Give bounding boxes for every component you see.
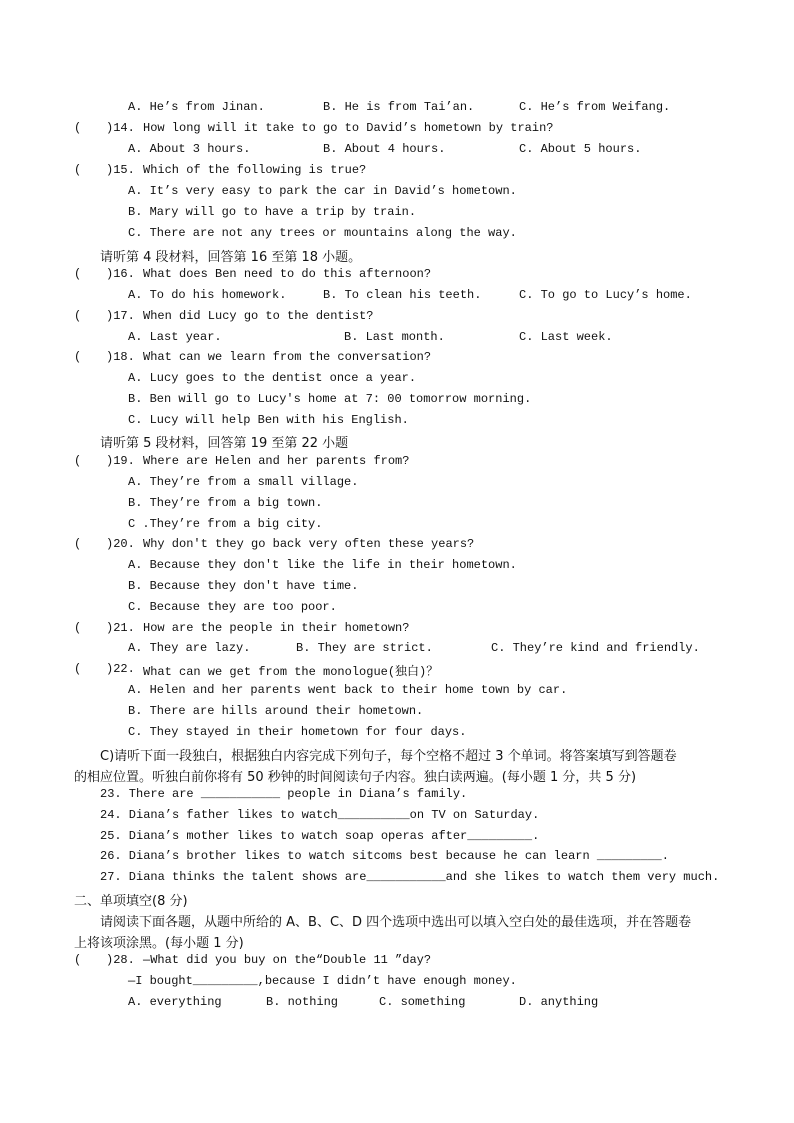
- q17-option-b: B. Last month.: [344, 330, 445, 344]
- q21-option-b: B. They are strict.: [296, 641, 433, 655]
- q15-number: )15.: [106, 163, 135, 177]
- answer-paren: (: [74, 350, 82, 364]
- fill-blank-24: 24. Diana’s father likes to watch__________on TV on Saturday.: [100, 808, 540, 822]
- fill-blank-26: 26. Diana’s brother likes to watch sitcoms best because he can learn _________.: [100, 849, 669, 863]
- fill-blank-25: 25. Diana’s mother likes to watch soap operas after_________.: [100, 829, 540, 843]
- q19-option-c: C .They’re from a big city.: [128, 517, 323, 531]
- q20-option-a: A. Because they don't like the life in their hometown.: [128, 558, 517, 572]
- q15-option-a: A. It’s very easy to park the car in David’s hometown.: [128, 184, 517, 198]
- q15-stem: Which of the following is true?: [143, 163, 367, 177]
- answer-paren: (: [74, 953, 82, 967]
- listening-instruction-4: 请听第 4 段材料，回答第 16 至第 18 小题。: [100, 250, 362, 265]
- answer-paren: (: [74, 537, 82, 551]
- q13-option-b: B. He is from Tai’an.: [323, 100, 475, 114]
- q28-option-a: A. everything: [128, 995, 222, 1009]
- q18-option-c: C. Lucy will help Ben with his English.: [128, 413, 409, 427]
- q15-option-b: B. Mary will go to have a trip by train.: [128, 205, 417, 219]
- q21-option-c: C. They’re kind and friendly.: [491, 641, 700, 655]
- q22-option-c: C. They stayed in their hometown for four days.: [128, 725, 467, 739]
- q21-number: )21.: [106, 621, 135, 635]
- q19-number: )19.: [106, 454, 135, 468]
- fill-blank-27: 27. Diana thinks the talent shows are___________and she likes to watch them very much.: [100, 870, 720, 884]
- q28-option-c: C. something: [379, 995, 466, 1009]
- section-c-instruction-line1: C)请听下面一段独白，根据独白内容完成下列句子，每个空格不超过 3 个单词。将答案填写到答题卷: [100, 749, 677, 764]
- q22-option-a: A. Helen and her parents went back to their home town by car.: [128, 683, 568, 697]
- q22-option-b: B. There are hills around their hometown.: [128, 704, 424, 718]
- q17-option-c: C. Last week.: [519, 330, 613, 344]
- listening-instruction-5: 请听第 5 段材料，回答第 19 至第 22 小题: [100, 436, 349, 451]
- q18-option-a: A. Lucy goes to the dentist once a year.: [128, 371, 417, 385]
- q14-stem: How long will it take to go to David’s hometown by train?: [143, 121, 554, 135]
- q19-stem: Where are Helen and her parents from?: [143, 454, 410, 468]
- answer-paren: (: [74, 163, 82, 177]
- answer-paren: (: [74, 121, 82, 135]
- q14-option-a: A. About 3 hours.: [128, 142, 251, 156]
- answer-paren: (: [74, 454, 82, 468]
- q16-option-a: A. To do his homework.: [128, 288, 287, 302]
- q15-option-c: C. There are not any trees or mountains along the way.: [128, 226, 517, 240]
- q13-option-c: C. He’s from Weifang.: [519, 100, 671, 114]
- q16-number: )16.: [106, 267, 135, 281]
- q22-stem: What can we get from the monologue(独白)？: [143, 665, 439, 679]
- q20-option-b: B. Because they don't have time.: [128, 579, 359, 593]
- q28-option-b: B. nothing: [266, 995, 339, 1009]
- q20-option-c: C. Because they are too poor.: [128, 600, 337, 614]
- answer-paren: (: [74, 309, 82, 323]
- q28-option-d: D. anything: [519, 995, 599, 1009]
- q28-reply: —I bought_________,because I didn’t have enough money.: [128, 974, 517, 988]
- q14-option-c: C. About 5 hours.: [519, 142, 642, 156]
- answer-paren: (: [74, 662, 82, 676]
- q19-option-a: A. They’re from a small village.: [128, 475, 359, 489]
- q21-stem: How are the people in their hometown?: [143, 621, 410, 635]
- q18-number: )18.: [106, 350, 135, 364]
- q16-stem: What does Ben need to do this afternoon?: [143, 267, 432, 281]
- q13-option-a: A. He’s from Jinan.: [128, 100, 265, 114]
- answer-paren: (: [74, 621, 82, 635]
- part2-instruction-line2: 上将该项涂黑。(每小题 1 分): [74, 936, 244, 951]
- q28-number: )28.: [106, 953, 135, 967]
- q20-stem: Why don't they go back very often these years?: [143, 537, 475, 551]
- q22-number: )22.: [106, 662, 135, 676]
- q14-number: )14.: [106, 121, 135, 135]
- q14-option-b: B. About 4 hours.: [323, 142, 446, 156]
- q16-option-b: B. To clean his teeth.: [323, 288, 482, 302]
- q19-option-b: B. They’re from a big town.: [128, 496, 323, 510]
- q17-number: )17.: [106, 309, 135, 323]
- q18-option-b: B. Ben will go to Lucy's home at 7: 00 tomorrow morning.: [128, 392, 532, 406]
- answer-paren: (: [74, 267, 82, 281]
- part2-instruction-line1: 请阅读下面各题，从题中所给的 A、B、C、D 四个选项中选出可以填入空白处的最佳选项，并在答题卷: [100, 915, 692, 930]
- q18-stem: What can we learn from the conversation?: [143, 350, 432, 364]
- q17-option-a: A. Last year.: [128, 330, 222, 344]
- part2-title: 二、单项填空(8 分): [74, 894, 188, 909]
- q16-option-c: C. To go to Lucy’s home.: [519, 288, 692, 302]
- section-c-instruction-line2: 的相应位置。听独白前你将有 50 秒钟的时间阅读句子内容。独白读两遍。(每小题 1 分，共 5 分): [74, 770, 637, 785]
- q21-option-a: A. They are lazy.: [128, 641, 251, 655]
- q28-stem: —What did you buy on the“Double 11 ”day?: [143, 953, 432, 967]
- q17-stem: When did Lucy go to the dentist?: [143, 309, 374, 323]
- fill-blank-23: 23. There are ___________ people in Diana’s family.: [100, 787, 468, 801]
- q20-number: )20.: [106, 537, 135, 551]
